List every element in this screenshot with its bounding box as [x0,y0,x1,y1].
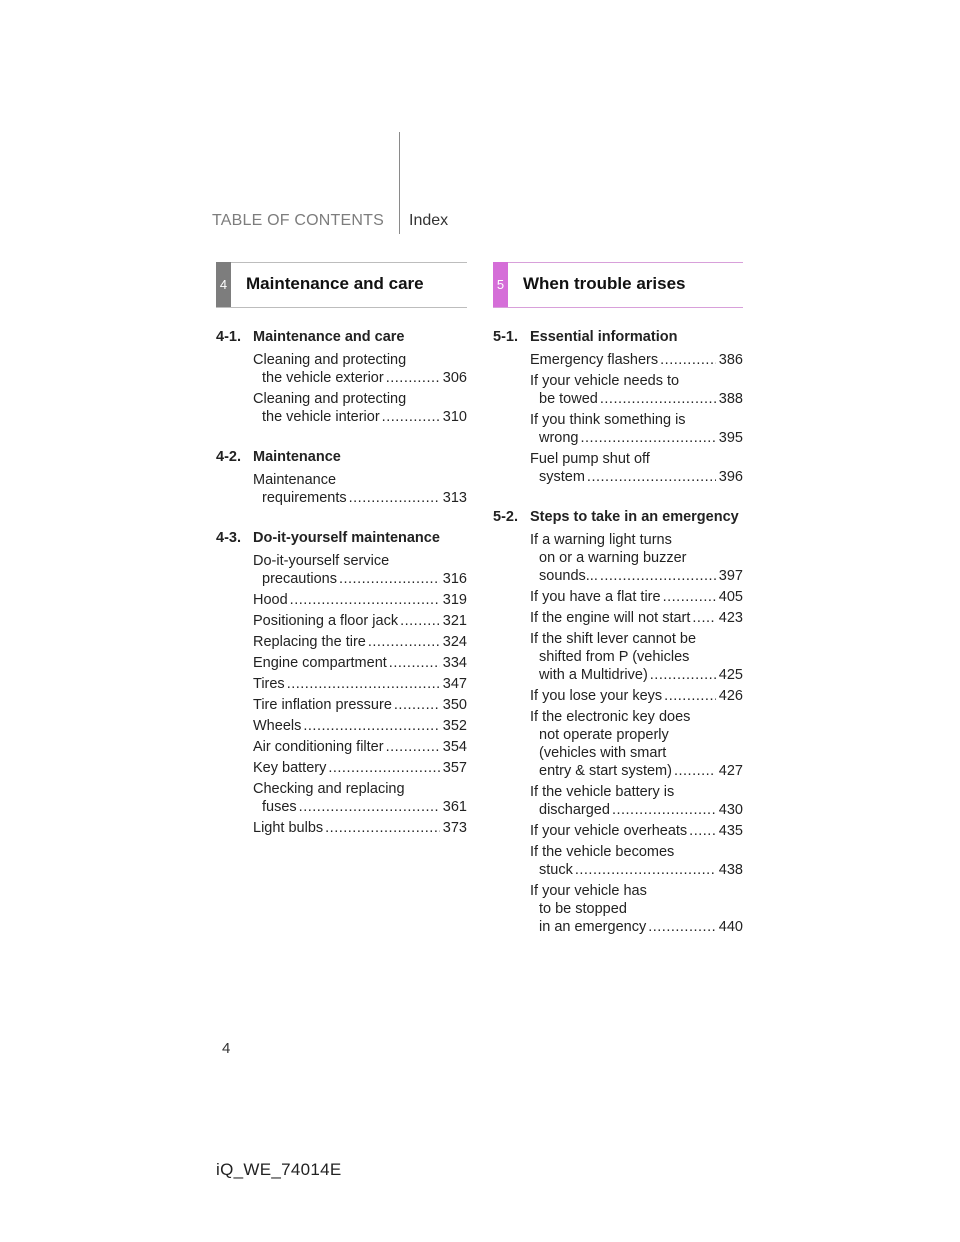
toc-entry[interactable] [530,351,743,369]
entry-text-line: Cleaning and protecting [253,391,407,407]
page-reference: 430 [718,802,743,818]
entry-last-line [253,369,467,387]
entry-text-line: If you have a flat tire [530,589,661,605]
page-reference: 313 [442,490,467,506]
entry-text-line: If you lose your keys [530,688,663,704]
group-spacer [216,429,467,448]
page-reference: 440 [718,919,743,935]
header-rule-bottom [216,307,467,308]
entry-text-line: Engine compartment [253,655,387,671]
toc-column-4 [216,328,467,840]
entry-last-line [530,609,743,627]
dot-leader [328,759,439,777]
entry-text-line: stuck [539,862,573,878]
dot-leader [648,918,716,936]
page-reference: 373 [442,820,467,836]
subsection-label: Maintenance [253,449,341,465]
header-rule-top [493,262,743,263]
toc-entry[interactable] [253,612,467,630]
subsection-heading [216,328,467,346]
entry-text-line: Fuel pump shut off [530,451,650,467]
entry-last-line [253,696,467,714]
page-reference: 334 [442,655,467,671]
entry-text-line: entry & start system) [539,763,672,779]
entry-last-line [530,351,743,369]
section-tab-4: 4 [216,262,231,308]
toc-entry[interactable] [530,588,743,606]
toc-entry[interactable] [253,738,467,756]
subsection-label: Steps to take in an emergency [530,509,739,525]
toc-entry[interactable] [530,531,743,585]
page-reference: 386 [718,352,743,368]
header-rule-bottom [493,307,743,308]
subsection-label: Do-it-yourself maintenance [253,530,440,546]
toc-entry[interactable] [253,675,467,693]
entry-text-line: If your vehicle has [530,883,647,899]
dot-leader [612,801,716,819]
page-reference: 427 [718,763,743,779]
dot-leader [575,861,716,879]
entry-last-line [253,738,467,756]
entry-last-line [253,759,467,777]
entry-text-line: Light bulbs [253,820,324,836]
dot-leader [660,351,716,369]
entry-last-line [530,588,743,606]
dot-leader [303,717,439,735]
page-reference: 396 [718,469,743,485]
subsection-number: 5-1. [493,329,518,345]
entry-text-line: If the vehicle becomes [530,844,675,860]
dot-leader [325,819,440,837]
entry-text-line: not operate properly [539,727,669,743]
entry-text-line: If the shift lever cannot be [530,631,697,647]
dot-leader [287,675,440,693]
page-reference: 310 [442,409,467,425]
entry-last-line [253,654,467,672]
entry-last-line [253,612,467,630]
entry-text-line: Tires [253,676,285,692]
subsection-number: 5-2. [493,509,518,525]
toc-entry[interactable] [253,351,467,387]
page-reference: 357 [442,760,467,776]
entry-last-line [253,717,467,735]
toc-entry[interactable] [253,780,467,816]
page-reference: 306 [442,370,467,386]
entry-text-line: If the electronic key does [530,709,691,725]
entry-text-line: If the vehicle battery is [530,784,675,800]
entry-last-line [253,633,467,651]
entry-text-line: discharged [539,802,610,818]
entry-text-line: Key battery [253,760,327,776]
entry-text-line: be towed [539,391,598,407]
page-reference: 426 [718,688,743,704]
entry-text-line: sounds... [539,568,598,584]
dot-leader [299,798,440,816]
group-spacer [493,489,743,508]
page-reference: 324 [442,634,467,650]
entry-last-line [253,489,467,507]
entry-last-line [530,801,743,819]
entry-last-line [530,762,743,780]
entry-text-line: If the engine will not start [530,610,691,626]
entry-text-line: If your vehicle needs to [530,373,680,389]
toc-entry[interactable] [530,630,743,684]
page-reference: 423 [718,610,743,626]
entry-text-line: Hood [253,592,288,608]
dot-leader [339,570,440,588]
dot-leader [581,429,716,447]
page-reference: 405 [718,589,743,605]
toc-entry[interactable] [253,390,467,426]
toc-entry[interactable] [253,471,467,507]
toc-entry[interactable] [253,591,467,609]
entry-text-line: Maintenance [253,472,337,488]
page-number: 4 [222,1040,231,1057]
dot-leader [400,612,440,630]
toc-entry[interactable] [530,882,743,936]
page-reference: 354 [442,739,467,755]
entry-text-line: Emergency flashers [530,352,659,368]
page-reference: 397 [718,568,743,584]
entry-last-line [530,918,743,936]
page-reference: 438 [718,862,743,878]
toc-entry[interactable] [530,843,743,879]
entry-last-line [530,822,743,840]
toc-entry[interactable] [530,687,743,705]
toc-entry[interactable] [530,372,743,408]
page-reference: 361 [442,799,467,815]
entry-text-line: precautions [262,571,337,587]
dot-leader [389,654,440,672]
toc-entry[interactable] [253,552,467,588]
entry-text-line: the vehicle exterior [262,370,384,386]
subsection-heading [216,529,467,547]
toc-entry[interactable] [530,609,743,627]
subsection-number: 4-1. [216,329,241,345]
page-reference: 388 [718,391,743,407]
toc-entry[interactable] [253,633,467,651]
dot-leader [368,633,440,651]
nav-divider [399,132,400,234]
dot-leader [663,588,716,606]
entry-text-line: the vehicle interior [262,409,380,425]
dot-leader [386,738,440,756]
dot-leader [600,390,716,408]
entry-last-line [253,591,467,609]
dot-leader [664,687,716,705]
page-reference: 395 [718,430,743,446]
entry-last-line [530,666,743,684]
entry-text-line: Cleaning and protecting [253,352,407,368]
dot-leader [349,489,440,507]
entry-last-line [253,675,467,693]
entry-text-line: Replacing the tire [253,634,366,650]
toc-column-5 [493,328,743,939]
toc-entry[interactable] [530,822,743,840]
page-reference: 321 [442,613,467,629]
toc-entry[interactable] [253,717,467,735]
group-spacer [216,510,467,529]
top-navigation [0,210,960,234]
entry-last-line [530,687,743,705]
toc-entry[interactable] [253,654,467,672]
entry-text-line: If you think something is [530,412,686,428]
subsection-heading [493,508,743,526]
entry-text-line: Air conditioning filter [253,739,384,755]
subsection-number: 4-3. [216,530,241,546]
dot-leader [386,369,440,387]
table-of-contents-link[interactable]: TABLE OF CONTENTS [211,212,384,229]
document-code: iQ_WE_74014E [216,1160,342,1179]
header-rule-top [216,262,467,263]
entry-text-line: requirements [262,490,347,506]
dot-leader [650,666,716,684]
entry-text-line: If your vehicle overheats [530,823,688,839]
entry-last-line [530,468,743,486]
entry-text-line: wrong [539,430,579,446]
toc-entry[interactable] [253,759,467,777]
entry-last-line [253,408,467,426]
entry-last-line [530,861,743,879]
entry-text-line: with a Multidrive) [539,667,648,683]
entry-last-line [530,429,743,447]
entry-text-line: in an emergency [539,919,647,935]
dot-leader [692,609,715,627]
subsection-heading [493,328,743,346]
page-reference: 435 [718,823,743,839]
section-header-5 [493,262,743,308]
dot-leader [382,408,440,426]
page-reference: 425 [718,667,743,683]
entry-text-line: Tire inflation pressure [253,697,392,713]
entry-text-line: Checking and replacing [253,781,405,797]
entry-text-line: on or a warning buzzer [539,550,687,566]
dot-leader [689,822,716,840]
section-tab-5: 5 [493,262,508,308]
dot-leader [674,762,716,780]
page-reference: 347 [442,676,467,692]
entry-text-line: Do-it-yourself service [253,553,390,569]
page-reference: 352 [442,718,467,734]
dot-leader [600,567,716,585]
dot-leader [394,696,440,714]
index-link[interactable]: Index [409,212,449,229]
entry-text-line: (vehicles with smart [539,745,667,761]
entry-text-line: Wheels [253,718,302,734]
dot-leader [587,468,716,486]
toc-entry[interactable] [530,411,743,447]
subsection-label: Essential information [530,329,678,345]
entry-last-line [253,798,467,816]
toc-entry[interactable] [530,450,743,486]
entry-text-line: fuses [262,799,297,815]
entry-text-line: Positioning a floor jack [253,613,399,629]
entry-text-line: If a warning light turns [530,532,672,548]
page-reference: 350 [442,697,467,713]
section-header-4 [216,262,467,308]
subsection-label: Maintenance and care [253,329,405,345]
entry-last-line [253,570,467,588]
entry-text-line: system [539,469,585,485]
entry-text-line: to be stopped [539,901,627,917]
entry-last-line [530,390,743,408]
entry-last-line [253,819,467,837]
page-reference: 316 [442,571,467,587]
entry-last-line [530,567,743,585]
toc-entry[interactable] [253,819,467,837]
entry-text-line: shifted from P (vehicles [539,649,690,665]
subsection-number: 4-2. [216,449,241,465]
section-title-4: Maintenance and care [246,274,424,293]
toc-entry[interactable] [530,783,743,819]
section-title-5: When trouble arises [523,274,686,293]
toc-entry[interactable] [530,708,743,780]
toc-entry[interactable] [253,696,467,714]
page-reference: 319 [442,592,467,608]
dot-leader [290,591,440,609]
subsection-heading [216,448,467,466]
